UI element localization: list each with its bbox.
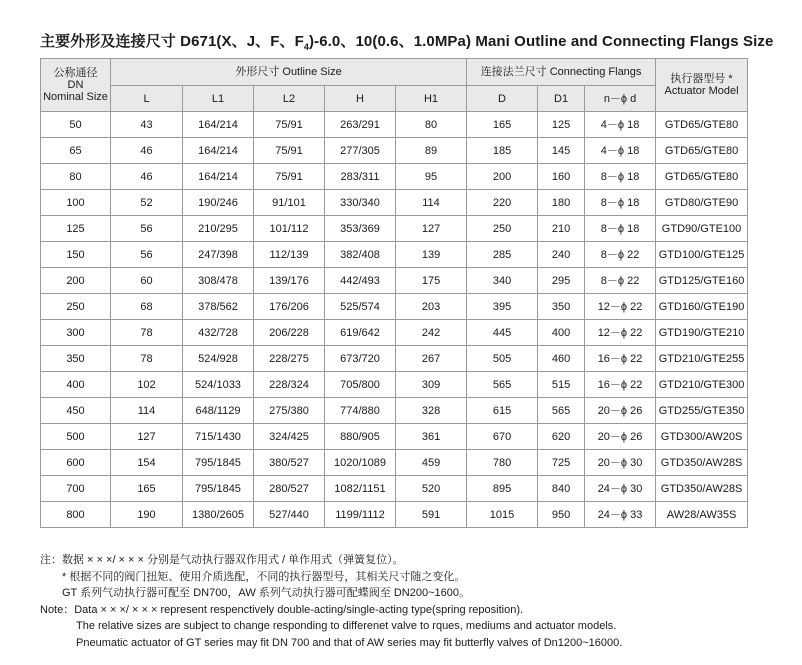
cell-h: 283/311 — [325, 164, 396, 190]
cell-nominal-size: 125 — [41, 216, 111, 242]
header-h: H — [325, 86, 396, 112]
cell-l: 68 — [111, 294, 183, 320]
header-nominal-size: 公称通径 DN Nominal Size — [41, 59, 111, 112]
cell-h1: 459 — [396, 450, 467, 476]
cell-h: 525/574 — [325, 294, 396, 320]
cell-h1: 520 — [396, 476, 467, 502]
cell-nominal-size: 50 — [41, 112, 111, 138]
cell-l1: 715/1430 — [183, 424, 254, 450]
cell-l2: 75/91 — [254, 112, 325, 138]
cell-d: 565 — [467, 372, 538, 398]
cell-d: 1015 — [467, 502, 538, 528]
cell-d: 395 — [467, 294, 538, 320]
cell-nominal-size: 600 — [41, 450, 111, 476]
cell-h: 1020/1089 — [325, 450, 396, 476]
cell-l2: 228/275 — [254, 346, 325, 372]
table-row — [41, 294, 748, 320]
cell-nominal-size: 65 — [41, 138, 111, 164]
cell-h1: 361 — [396, 424, 467, 450]
cell-nominal-size: 400 — [41, 372, 111, 398]
cell-l2: 206/228 — [254, 320, 325, 346]
cell-l: 56 — [111, 242, 183, 268]
cell-actuator-model: GTD65/GTE80 — [656, 138, 748, 164]
cell-d1: 950 — [538, 502, 585, 528]
cell-d1: 240 — [538, 242, 585, 268]
cell-l1: 164/214 — [183, 138, 254, 164]
cell-l1: 378/562 — [183, 294, 254, 320]
cell-actuator-model: GTD255/GTE350 — [656, 398, 748, 424]
cell-actuator-model: GTD125/GTE160 — [656, 268, 748, 294]
note-line-1: 注：数据 × × ×/ × × × 分别是气动执行器双作用式 / 单作用式（弹簧复位）。 — [40, 554, 404, 566]
cell-actuator-model: GTD65/GTE80 — [656, 164, 748, 190]
cell-d1: 400 — [538, 320, 585, 346]
cell-h: 619/642 — [325, 320, 396, 346]
cell-l: 114 — [111, 398, 183, 424]
cell-nominal-size: 800 — [41, 502, 111, 528]
cell-n-phi-d: 12－ϕ 22 — [585, 320, 656, 346]
cell-l2: 101/112 — [254, 216, 325, 242]
cell-n-phi-d: 20－ϕ 30 — [585, 450, 656, 476]
cell-actuator-model: GTD190/GTE210 — [656, 320, 748, 346]
cell-l: 102 — [111, 372, 183, 398]
note-line-4: Note：Data × × ×/ × × × represent respenctively double-acting/single-acting type(spring reposition). — [40, 603, 524, 616]
cell-l1: 247/398 — [183, 242, 254, 268]
header-d1: D1 — [538, 86, 585, 112]
cell-l2: 91/101 — [254, 190, 325, 216]
cell-l1: 524/928 — [183, 346, 254, 372]
cell-nominal-size: 100 — [41, 190, 111, 216]
note-line-6: Pneumatic actuator of GT series may fit DN 700 and that of AW series may fit butterfly valves of Dn1200~16000. — [76, 636, 623, 649]
dimensions-table — [40, 58, 748, 528]
cell-d: 445 — [467, 320, 538, 346]
cell-l2: 75/91 — [254, 138, 325, 164]
cell-d1: 145 — [538, 138, 585, 164]
cell-l2: 176/206 — [254, 294, 325, 320]
cell-d1: 295 — [538, 268, 585, 294]
cell-n-phi-d: 8－ϕ 18 — [585, 216, 656, 242]
cell-d: 165 — [467, 112, 538, 138]
cell-nominal-size: 500 — [41, 424, 111, 450]
cell-nominal-size: 300 — [41, 320, 111, 346]
cell-l1: 795/1845 — [183, 450, 254, 476]
cell-nominal-size: 200 — [41, 268, 111, 294]
cell-h: 1199/1112 — [325, 502, 396, 528]
cell-h: 330/340 — [325, 190, 396, 216]
title-subscript: 4 — [303, 42, 310, 52]
table-row — [41, 320, 748, 346]
cell-d: 780 — [467, 450, 538, 476]
note-line-2: * 根据不同的阀门扭矩、使用介质选配，不同的执行器型号，其相关尺寸随之变化。 — [62, 570, 466, 583]
header-l2: L2 — [254, 86, 325, 112]
cell-actuator-model: GTD210/GTE300 — [656, 372, 748, 398]
cell-actuator-model: GTD350/AW28S — [656, 476, 748, 502]
notes — [40, 552, 622, 651]
header-connecting-flangs: 连接法兰尺寸 Connecting Flangs — [467, 59, 656, 86]
cell-h1: 114 — [396, 190, 467, 216]
cell-l: 154 — [111, 450, 183, 476]
header-actuator-model: 执行器型号 * Actuator Model — [656, 59, 748, 112]
cell-l: 78 — [111, 346, 183, 372]
cell-l2: 112/139 — [254, 242, 325, 268]
cell-n-phi-d: 8－ϕ 22 — [585, 242, 656, 268]
cell-h: 774/880 — [325, 398, 396, 424]
cell-l: 165 — [111, 476, 183, 502]
cell-l1: 1380/2605 — [183, 502, 254, 528]
page-title — [40, 30, 773, 52]
cell-l2: 527/440 — [254, 502, 325, 528]
cell-d: 895 — [467, 476, 538, 502]
cell-d: 250 — [467, 216, 538, 242]
cell-n-phi-d: 8－ϕ 22 — [585, 268, 656, 294]
cell-d1: 210 — [538, 216, 585, 242]
cell-actuator-model: AW28/AW35S — [656, 502, 748, 528]
cell-h: 673/720 — [325, 346, 396, 372]
cell-h: 442/493 — [325, 268, 396, 294]
cell-d1: 460 — [538, 346, 585, 372]
cell-nominal-size: 150 — [41, 242, 111, 268]
cell-n-phi-d: 12－ϕ 22 — [585, 294, 656, 320]
table-row — [41, 346, 748, 372]
table-row — [41, 268, 748, 294]
cell-h1: 267 — [396, 346, 467, 372]
cell-d: 220 — [467, 190, 538, 216]
cell-nominal-size: 700 — [41, 476, 111, 502]
cell-n-phi-d: 8－ϕ 18 — [585, 190, 656, 216]
cell-nominal-size: 250 — [41, 294, 111, 320]
cell-l2: 275/380 — [254, 398, 325, 424]
cell-l2: 228/324 — [254, 372, 325, 398]
cell-h1: 139 — [396, 242, 467, 268]
cell-l: 190 — [111, 502, 183, 528]
table-row — [41, 502, 748, 528]
note-line-5: The relative sizes are subject to change responding to differenet valve to rques, mediums and actuator models. — [76, 620, 617, 632]
header-d: D — [467, 86, 538, 112]
table-row — [41, 242, 748, 268]
cell-n-phi-d: 8－ϕ 18 — [585, 164, 656, 190]
cell-n-phi-d: 24－ϕ 33 — [585, 502, 656, 528]
cell-l2: 324/425 — [254, 424, 325, 450]
cell-d: 340 — [467, 268, 538, 294]
table-body — [41, 112, 748, 528]
cell-h: 1082/1151 — [325, 476, 396, 502]
table-row — [41, 398, 748, 424]
cell-d1: 565 — [538, 398, 585, 424]
cell-l1: 795/1845 — [183, 476, 254, 502]
cell-h1: 95 — [396, 164, 467, 190]
cell-l: 46 — [111, 138, 183, 164]
cell-actuator-model: GTD300/AW20S — [656, 424, 748, 450]
cell-h1: 203 — [396, 294, 467, 320]
cell-actuator-model: GTD65/GTE80 — [656, 112, 748, 138]
cell-l: 56 — [111, 216, 183, 242]
cell-d: 505 — [467, 346, 538, 372]
cell-h: 705/800 — [325, 372, 396, 398]
cell-actuator-model: GTD90/GTE100 — [656, 216, 748, 242]
cell-h1: 242 — [396, 320, 467, 346]
cell-n-phi-d: 16－ϕ 22 — [585, 346, 656, 372]
cell-d1: 180 — [538, 190, 585, 216]
header-h1: H1 — [396, 86, 467, 112]
cell-d1: 160 — [538, 164, 585, 190]
cell-n-phi-d: 20－ϕ 26 — [585, 398, 656, 424]
title-rest: )-6.0、10(0.6、1.0MPa) Mani Outline and Connecting Flangs Size — [309, 33, 774, 50]
cell-h: 277/305 — [325, 138, 396, 164]
table-row — [41, 424, 748, 450]
cell-l: 43 — [111, 112, 183, 138]
subheader-row — [41, 86, 748, 112]
cell-l1: 648/1129 — [183, 398, 254, 424]
table-row — [41, 190, 748, 216]
cell-n-phi-d: 20－ϕ 26 — [585, 424, 656, 450]
cell-actuator-model: GTD160/GTE190 — [656, 294, 748, 320]
header-outline-size: 外形尺寸 Outline Size — [111, 59, 467, 86]
cell-l1: 190/246 — [183, 190, 254, 216]
cell-h1: 591 — [396, 502, 467, 528]
cell-d1: 515 — [538, 372, 585, 398]
cell-d: 200 — [467, 164, 538, 190]
cell-h: 353/369 — [325, 216, 396, 242]
cell-actuator-model: GTD80/GTE90 — [656, 190, 748, 216]
cell-l: 60 — [111, 268, 183, 294]
table-row — [41, 476, 748, 502]
cell-l: 46 — [111, 164, 183, 190]
cell-h1: 89 — [396, 138, 467, 164]
cell-l2: 380/527 — [254, 450, 325, 476]
cell-h1: 127 — [396, 216, 467, 242]
header-l: L — [111, 86, 183, 112]
cell-d1: 125 — [538, 112, 585, 138]
cell-h: 382/408 — [325, 242, 396, 268]
cell-l1: 432/728 — [183, 320, 254, 346]
cell-d1: 350 — [538, 294, 585, 320]
cell-h: 263/291 — [325, 112, 396, 138]
cell-nominal-size: 450 — [41, 398, 111, 424]
cell-l: 78 — [111, 320, 183, 346]
cell-l1: 524/1033 — [183, 372, 254, 398]
table-row — [41, 450, 748, 476]
table-row — [41, 164, 748, 190]
header-n-phi-d: n－ϕ d — [585, 86, 656, 112]
cell-h1: 175 — [396, 268, 467, 294]
cell-l1: 308/478 — [183, 268, 254, 294]
cell-d1: 840 — [538, 476, 585, 502]
table-row — [41, 138, 748, 164]
title-main: 主要外形及连接尺寸 D671(X、J、F、F — [40, 33, 304, 50]
cell-h1: 80 — [396, 112, 467, 138]
cell-l: 52 — [111, 190, 183, 216]
cell-actuator-model: GTD100/GTE125 — [656, 242, 748, 268]
cell-nominal-size: 350 — [41, 346, 111, 372]
cell-d: 615 — [467, 398, 538, 424]
table-row — [41, 372, 748, 398]
cell-l2: 280/527 — [254, 476, 325, 502]
cell-l2: 139/176 — [254, 268, 325, 294]
cell-n-phi-d: 4－ϕ 18 — [585, 112, 656, 138]
cell-l: 127 — [111, 424, 183, 450]
note-line-3: GT 系列气动执行器可配至 DN700，AW 系列气动执行器可配蝶阀至 DN200~1600。 — [62, 587, 470, 599]
cell-d: 185 — [467, 138, 538, 164]
cell-l1: 164/214 — [183, 112, 254, 138]
cell-l2: 75/91 — [254, 164, 325, 190]
cell-d1: 620 — [538, 424, 585, 450]
table-row — [41, 216, 748, 242]
cell-l1: 210/295 — [183, 216, 254, 242]
cell-h: 880/905 — [325, 424, 396, 450]
cell-actuator-model: GTD210/GTE255 — [656, 346, 748, 372]
cell-actuator-model: GTD350/AW28S — [656, 450, 748, 476]
cell-nominal-size: 80 — [41, 164, 111, 190]
cell-l1: 164/214 — [183, 164, 254, 190]
cell-n-phi-d: 4－ϕ 18 — [585, 138, 656, 164]
header-l1: L1 — [183, 86, 254, 112]
cell-n-phi-d: 24－ϕ 30 — [585, 476, 656, 502]
cell-n-phi-d: 16－ϕ 22 — [585, 372, 656, 398]
cell-h1: 309 — [396, 372, 467, 398]
cell-d: 670 — [467, 424, 538, 450]
table-row — [41, 112, 748, 138]
cell-d1: 725 — [538, 450, 585, 476]
cell-h1: 328 — [396, 398, 467, 424]
cell-d: 285 — [467, 242, 538, 268]
